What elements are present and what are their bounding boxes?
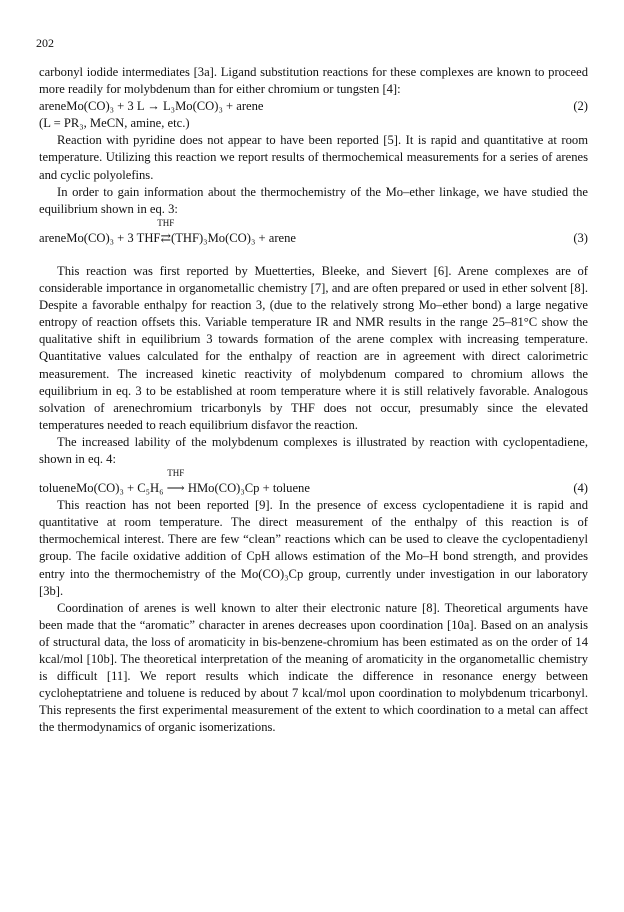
equation-3-left: areneMo(CO)₃ + 3 THF	[39, 230, 161, 245]
equation-2-text: areneMo(CO)₃ + 3 L → L₃Mo(CO)₃ + arene	[39, 99, 264, 114]
equation-4-right: HMo(CO)₃Cp + toluene	[187, 481, 310, 496]
equation-2-note: (L = PR₃, MeCN, amine, etc.)	[39, 116, 190, 131]
article-body	[39, 64, 588, 736]
paragraph-2: Reaction with pyridine does not appear to have been reported [5]. It is rapid and quantitative at room temperature. Utilizing this reaction we report results of thermochemical measurements for a series of arenes and cyclic polyolefins.	[39, 133, 588, 182]
paragraph-6: This reaction has not been reported [9]. In the presence of excess cyclopentadiene it is rapid and quantitative at room temperature. The direct measurement of the enthalpy of this reaction is of thermochemical interest. There are few “clean” reactions which can be used to cleave the cyclopentadienyl group. The facile oxidative addition of CpH allows estimation of the Mo–H bond strength, and provides entry into the thermochemistry of the Mo(CO)₃Cp group, currently under investigation in our laboratory [3b].	[39, 498, 588, 598]
equation-4-arrow-label: THF	[167, 468, 185, 479]
paragraph-3: In order to gain information about the thermochemistry of the Mo–ether linkage, we have studied the equilibrium shown in eq. 3:	[39, 184, 588, 216]
equation-4-arrow: ⟶	[166, 481, 185, 496]
equation-3-expression	[39, 217, 296, 247]
equation-4-expression	[39, 468, 310, 497]
equation-3-arrow-label: THF	[157, 217, 175, 228]
equation-4-number: (4)	[573, 481, 588, 496]
page-number: 202	[36, 36, 54, 50]
reaction-arrow	[166, 468, 185, 497]
equation-3-arrow: ⇄	[160, 230, 171, 245]
paragraph-4: This reaction was first reported by Muetterties, Bleeke, and Sievert [6]. Arene complexes are of considerable importance in organometallic chemistry [7], and are often prepared or used in ether solvent [8]. Despite a favorable enthalpy for reaction 3, (due to the relatively strong Mo–ether bond) a large negative entropy of reaction offsets this. Variable temperature IR and NMR results in the range 25–81°C show the qualitative shift in equilibrium 3 towards formation of the arene complex with increasing temperature. Quantitative values calculated for the enthalpy of reaction are in agreement with direct calorimetric measurement. The increased kinetic reactivity of molybdenum compared to chromium allows the equilibrium in eq. 3 to be established at room temperature where it is still relatively favorable. Analogous solvation of arenechromium tricarbonyls by THF does not occur, presumably since the elevated temperatures needed to reach equilibrium disfavor the reaction.	[39, 263, 588, 432]
equilibrium-arrow	[157, 217, 175, 247]
equation-3-number: (3)	[573, 230, 588, 245]
paragraph-1: carbonyl iodide intermediates [3a]. Ligand substitution reactions for these complexes are known to proceed more readily for molybdenum than for either chromium or tungsten [4]:	[39, 65, 588, 97]
equation-2	[39, 98, 588, 115]
equation-3-right: (THF)₃Mo(CO)₃ + arene	[171, 230, 296, 245]
paragraph-7: Coordination of arenes is well known to alter their electronic nature [8]. Theoretical arguments have been made that the “aromatic” character in arenes decreases upon coordination [10a]. Based on an analysis of structural data, the loss of aromaticity in bis-benzene-chromium has been estimated as on the order of 14 kcal/mol [10b]. The theoretical interpretation of the meaning of aromaticity in the organometallic chemistry is difficult [11]. We report results which indicate the difference in resonance energy between cycloheptatriene and toluene is reduced by about 7 kcal/mol upon coordination to molybdenum tricarbonyl. This represents the first experimental measurement of the extent to which coordination to a metal can affect the thermodynamics of organic isomerizations.	[39, 600, 588, 735]
paragraph-5: The increased lability of the molybdenum complexes is illustrated by reaction with cyclopentadiene, shown in eq. 4:	[39, 434, 588, 466]
equation-2-number: (2)	[573, 99, 588, 114]
equation-4	[39, 468, 588, 497]
spacer	[39, 247, 588, 263]
equation-3	[39, 218, 588, 247]
equation-4-left: tolueneMo(CO)₃ + C₅H₆	[39, 481, 164, 496]
